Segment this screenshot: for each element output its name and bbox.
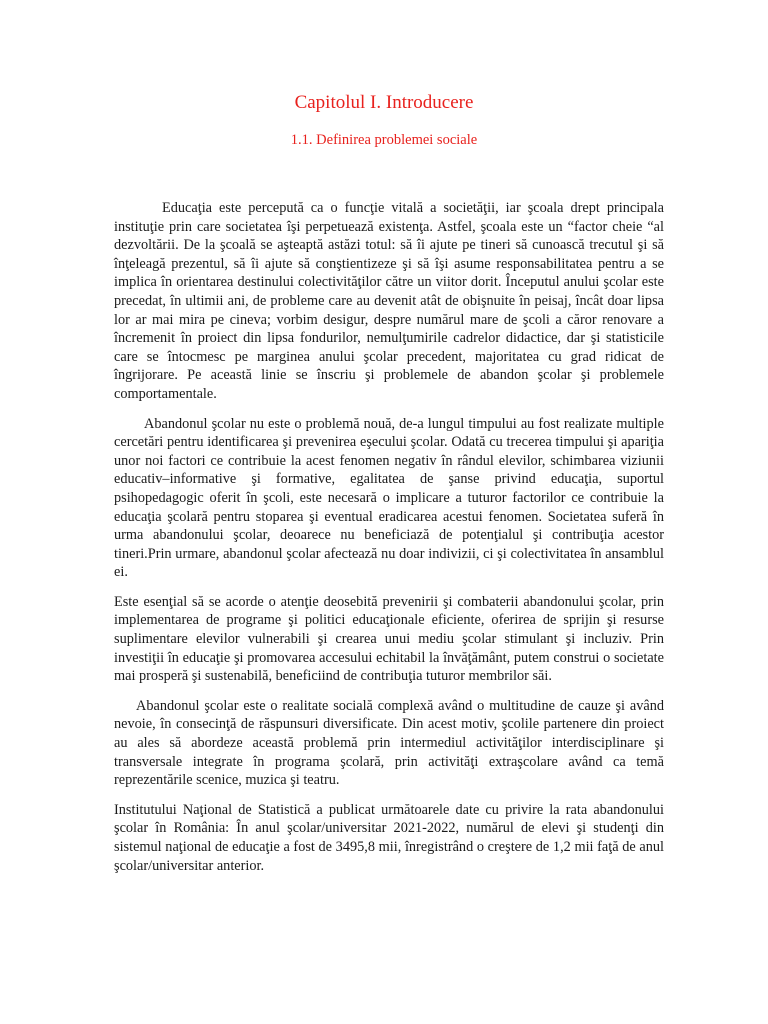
- paragraph: Este esenţial să se acorde o atenţie deosebită prevenirii şi combaterii abandonului şcolar, prin implementarea de programe şi politici educaţionale eficiente, oferirea de sprijin şi resurse suplimentare elevilor vulnerabili şi crearea unui mediu şcolar stimulant şi incluziv. Prin investiţii în educaţie şi promovarea accesului echitabil la învăţământ, putem construi o societate mai prosperă şi sustenabilă, beneficiind de contribuţia tuturor membrilor săi.: [114, 593, 664, 685]
- paragraph: Abandonul şcolar nu este o problemă nouă, de-a lungul timpului au fost realizate multiple cercetări pentru identificarea şi prevenirea eşecului şcolar. Odată cu trecerea timpului şi apariţia unor noi factori ce contribuie la acest fenomen negativ în rândul elevilor, schimbarea viziunii educativ–informative şi formative, egalitatea de şanse privind educaţia, suportul psihopedagogic oferit în şcoli, este necesară o implicare a tuturor factorilor ce contribuie la educaţia şcolară pentru stoparea şi eventual eradicarea acestui fenomen. Societatea suferă în urma abandonului şcolar, deoarece nu beneficiază de potenţialul şi contribuţia acestor tineri.Prin urmare, abandonul şcolar afectează nu doar indivizii, ci şi colectivitatea în ansamblul ei.: [114, 415, 664, 581]
- paragraph: Institutului Naţional de Statistică a publicat următoarele date cu privire la rata abandonului şcolar în România: În anul şcolar/universitar 2021-2022, numărul de elevi şi studenţi din sistemul naţional de educaţie a fost de 3495,8 mii, înregistrând o creştere de 1,2 mii faţă de anul şcolar/universitar anterior.: [114, 801, 664, 874]
- section-subtitle: 1.1. Definirea problemei sociale: [290, 132, 478, 148]
- paragraph: Abandonul şcolar este o realitate socială complexă având o multitudine de cauze şi având nevoie, în consecinţă de răspunsuri diversificate. Din acest motiv, şcolile partenere din proiect au ales să abordeze această problemă prin intermediul activităţilor interdisciplinare şi transversale integrate în programa şcolară, prin activităţi extraşcolare având ca temă reprezentările scenice, muzica şi teatru.: [114, 697, 664, 789]
- document-body: [114, 199, 664, 886]
- chapter-title: Capitolul I. Introducere: [294, 92, 474, 113]
- paragraph: Educaţia este percepută ca o funcţie vitală a societăţii, iar şcoala drept principala instituţie prin care societatea îşi perpetuează existenţa. Astfel, şcoala este un “factor cheie “al dezvoltării. De la şcoală se aşteaptă astăzi totul: să îi ajute pe tineri să cunoască trecutul şi să înţeleagă prezentul, să îi ajute să conştientizeze şi să îşi asume responsabilitatea pentru a se implica în orientarea destinului colectivităţilor către un viitor dorit. Începutul anului şcolar este precedat, în ultimii ani, de probleme care au devenit atât de obişnuite în peisaj, încât doar lipsa lor ar mai mira pe cineva; vorbim desigur, despre numărul mare de şcoli a căror renovare a încremenit în proiect din lipsa fondurilor, nemulţumirile cadrelor didactice, dar şi statisticile care se întocmesc pe marginea anului şcolar precedent, majoritatea cu grad ridicat de îngrijorare. Pe această linie se înscriu şi problemele de abandon şcolar şi problemele comportamentale.: [114, 200, 664, 402]
